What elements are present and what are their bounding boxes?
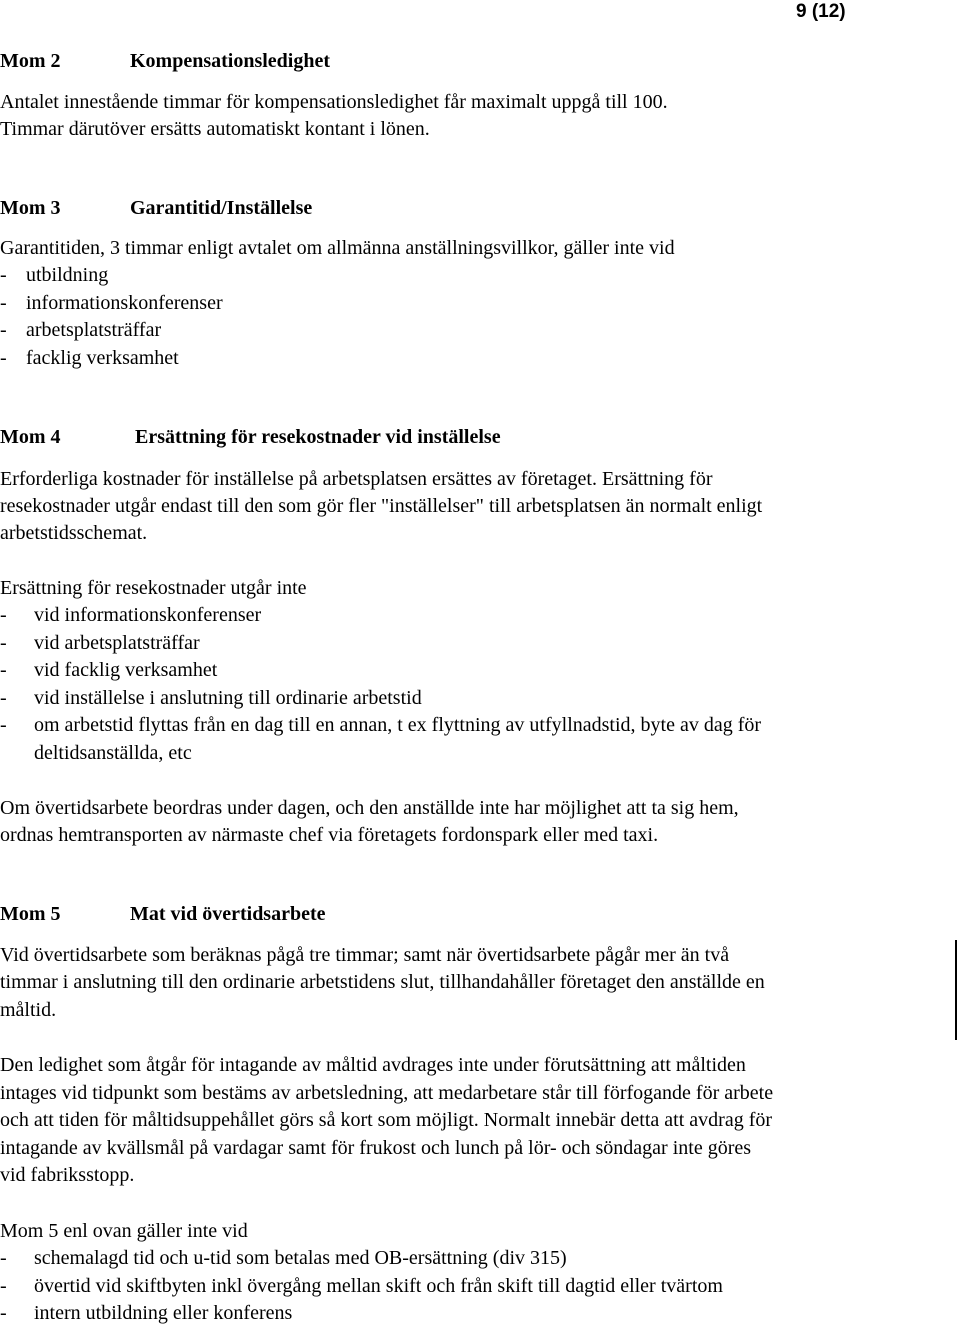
mom4-intro2: Ersättning för resekostnader utgår inte xyxy=(0,577,307,599)
mom2-text-line1: Antalet innestående timmar för kompensationsledighet får maximalt uppgå till 100. xyxy=(0,91,668,113)
list-item: - vid inställelse i anslutning till ordinarie arbetstid xyxy=(0,687,422,709)
mom5-text-line2: timmar i anslutning till den ordinarie arbetstidens slut, tillhandahåller företaget den anställde en xyxy=(0,971,765,993)
mom5-text-line3: måltid. xyxy=(0,999,57,1021)
page-number: 9 (12) xyxy=(796,1,846,22)
mom4-title: Ersättning för resekostnader vid inställelse xyxy=(135,426,501,448)
list-item: - arbetsplatsträffar xyxy=(0,319,162,341)
mom2-heading xyxy=(0,48,330,75)
change-bar xyxy=(955,940,957,1040)
mom5-text-line8: vid fabriksstopp. xyxy=(0,1164,135,1186)
mom2-title: Kompensationsledighet xyxy=(130,50,331,72)
list-item: - vid arbetsplatsträffar xyxy=(0,632,200,654)
mom5-text-line1: Vid övertidsarbete som beräknas pågå tre timmar; samt när övertidsarbete pågår mer än två xyxy=(0,944,730,966)
list-item: - schemalagd tid och u-tid som betalas med OB-ersättning (div 315) xyxy=(0,1247,567,1269)
mom5-text-line7: intagande av kvällsmål på vardagar samt för frukost och lunch på lör- och söndagar inte göres xyxy=(0,1137,752,1159)
list-item: - facklig verksamhet xyxy=(0,347,179,369)
mom4-label: Mom 4 xyxy=(0,426,61,448)
mom2-text-line2: Timmar därutöver ersätts automatiskt kontant i lönen. xyxy=(0,118,430,140)
mom4-text-line5: ordnas hemtransporten av närmaste chef via företagets fordonspark eller med taxi. xyxy=(0,824,659,846)
mom5-text-line4: Den ledighet som åtgår för intagande av måltid avdrages inte under förutsättning att måltiden xyxy=(0,1054,746,1076)
list-item: - intern utbildning eller konferens xyxy=(0,1302,293,1324)
mom4-heading xyxy=(0,424,501,451)
mom5-text-line6: och att tiden för måltidsuppehållet görs så kort som möjligt. Normalt innebär detta att avdrag för xyxy=(0,1109,773,1131)
mom3-heading xyxy=(0,195,312,222)
list-item: - vid informationskonferenser xyxy=(0,604,262,626)
list-item: - om arbetstid flyttas från en dag till en annan, t ex flyttning av utfyllnadstid, byte av dag för xyxy=(0,714,762,736)
mom4-text-line3: arbetstidsschemat. xyxy=(0,522,148,544)
mom2-label: Mom 2 xyxy=(0,50,61,72)
list-item: - informationskonferenser xyxy=(0,292,223,314)
mom5-text-line5: intages vid tidpunkt som bestäms av arbetsledning, att medarbetare står till förfogande för arbete xyxy=(0,1082,774,1104)
mom5-label: Mom 5 xyxy=(0,903,61,925)
list-item: - utbildning xyxy=(0,264,109,286)
mom5-intro3: Mom 5 enl ovan gäller inte vid xyxy=(0,1220,248,1242)
mom5-heading xyxy=(0,901,326,928)
list-item: - vid facklig verksamhet xyxy=(0,659,218,681)
mom4-text-line4: Om övertidsarbete beordras under dagen, och den anställde inte har möjlighet att ta sig hem, xyxy=(0,797,739,819)
mom3-intro: Garantitiden, 3 timmar enligt avtalet om allmänna anställningsvillkor, gäller inte vid xyxy=(0,237,675,259)
mom5-title: Mat vid övertidsarbete xyxy=(130,903,326,925)
mom4-text-line1: Erforderliga kostnader för inställelse på arbetsplatsen ersättes av företaget. Ersättning för xyxy=(0,468,713,490)
list-item: - övertid vid skiftbyten inkl övergång mellan skift och från skift till dagtid eller tvärtom xyxy=(0,1275,723,1297)
list-item-continuation: deltidsanställda, etc xyxy=(34,742,192,764)
mom4-text-line2: resekostnader utgår endast till den som gör fler "inställelser" till arbetsplatsen än normalt enligt xyxy=(0,495,763,517)
mom3-label: Mom 3 xyxy=(0,197,61,219)
mom3-title: Garantitid/Inställelse xyxy=(130,197,313,219)
